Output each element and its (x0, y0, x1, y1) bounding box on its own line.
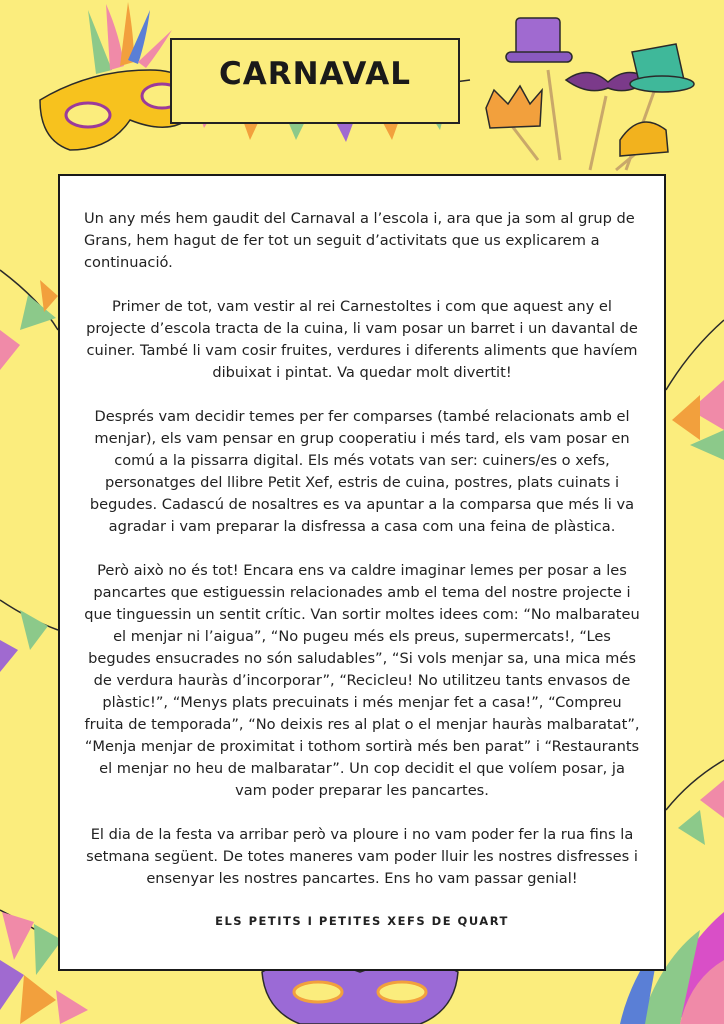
party-props (486, 18, 694, 170)
paragraph-intro: Un any més hem gaudit del Carnaval a l’escola i, ara que ja som al grup de Grans, hem hagut de fer tot un seguit d’activitats que us explicarem a continuació. (84, 210, 635, 271)
article-body (84, 208, 640, 932)
paragraph-festa: El dia de la festa va arribar però va ploure i no vam poder fer la rua fins la setmana següent. De totes maneres vam poder lluir les nostres disfresses i ensenyar les nostres pancartes. Ens ho vam passar genial! (86, 826, 638, 887)
paragraph-carnestoltes: Primer de tot, vam vestir al rei Carnestoltes i com que aquest any el projecte d’escola tracta de la cuina, li vam posar un barret i un davantal de cuiner. També li vam cosir fruites, verdures i diferents aliments que havíem dibuixat i pintat. Va quedar molt divertit! (86, 298, 638, 381)
paragraph-comparses: Després vam decidir temes per fer comparses (també relacionats amb el menjar), els vam pensar en grup cooperatiu i més tard, els vam posar en comú a la pissarra digital. Els més votats van ser: cuiners/es o xefs, personatges del llibre Petit Xef, estris de cuina, postres, plats cuinats i begudes. Cadascú de nosaltres es va apuntar a la comparsa que més li va agradar i vam preparar la disfressa a casa com una feina de plàstica. (89, 408, 635, 535)
title-box (170, 38, 460, 124)
paragraph-lemes: Però això no és tot! Encara ens va caldre imaginar lemes per posar a les pancartes que estiguessin relacionades amb el tema del nostre projecte i que tinguessin un sentit crític. Van sortir moltes idees com: “No malbarateu el menjar ni l’aigua”, “No pugeu més els preus, supermercats!, “Les begudes ensucrades no són saludables”, “Si vols menjar sa, una mica més de verdura hauràs d’incorporar”, “Recicleu! No utilitzeu tants envasos de plàstic!”, “Menys plats precuinats i més menjar fet a casa!”, “Compreu fruita de temporada”, “No deixis res al plat o el menjar hauràs malbaratat”, “Menja menjar de proximitat i tothom sortirà més ben parat” i “Restaurants el menjar no heu de malbaratar”. Un cop decidit el que volíem posar, ja vam poder preparar les pancartes. (84, 562, 640, 799)
article-card (58, 174, 666, 971)
left-bunting (0, 270, 58, 672)
right-bunting (666, 320, 724, 845)
signature: ELS PETITS I PETITES XEFS DE QUART (215, 914, 509, 928)
page-title: CARNAVAL (218, 56, 412, 92)
